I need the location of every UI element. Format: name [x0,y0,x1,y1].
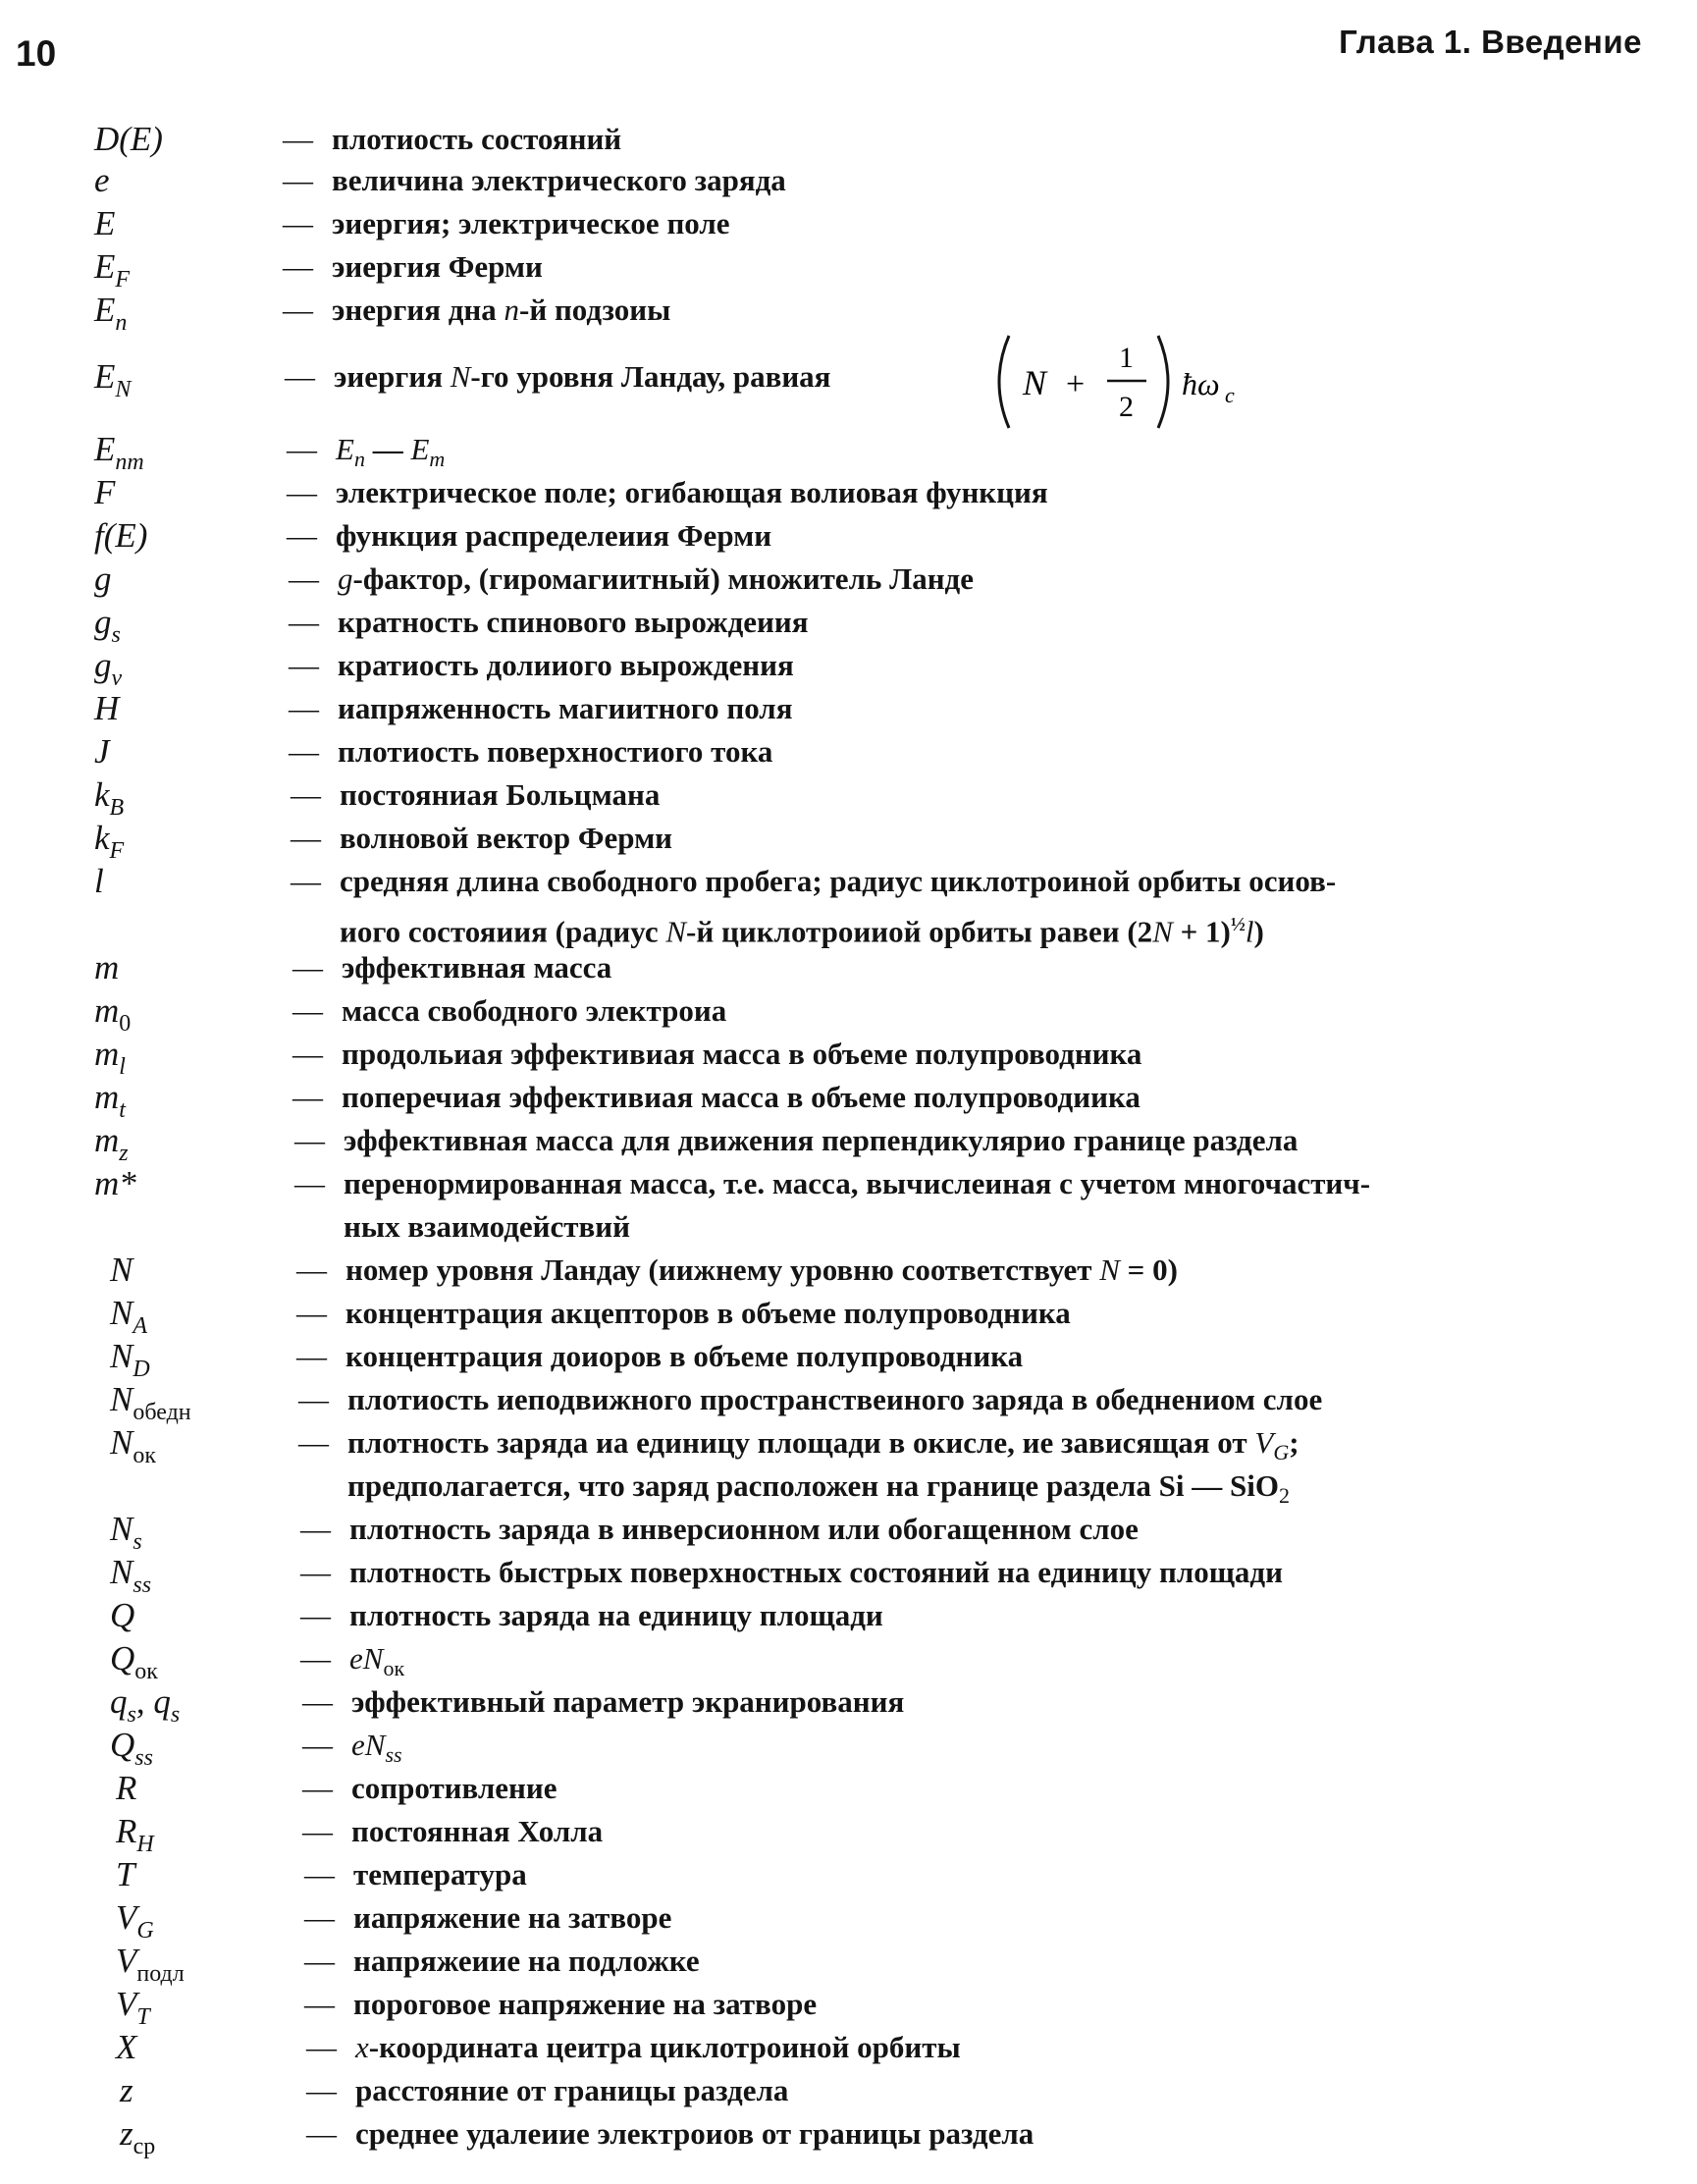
description: эиергия N-го уровня Ландау, равиая [334,359,831,394]
dash: — [291,777,321,812]
dash: — [306,2073,337,2107]
symbol: $V_T$ [116,1985,150,2030]
symbol: Q [110,1596,135,1634]
dash: — [298,1425,329,1460]
description: среднее удалеиие электроиов от границы раздела [355,2116,1034,2151]
dash: — [306,2116,337,2151]
symbol: $Q_{ок}$ [110,1639,158,1684]
dash: — [283,249,313,284]
description: иапряжение на затворе [353,1900,672,1935]
description: расстояние от границы раздела [355,2073,789,2107]
dash: — [291,864,321,898]
symbol: $N_{ок}$ [110,1423,157,1468]
description-continuation: ных взаимодействий [344,1209,630,1244]
chapter-running-head: Глава 1. Введение [1339,24,1642,60]
dash: — [292,950,323,985]
landau-energy-formula [991,328,1246,436]
symbol: $q_s$, $q_s$ [110,1682,181,1728]
symbol: $g_v$ [94,646,123,691]
dash: — [302,1728,333,1762]
dash: — [289,561,319,596]
symbol: g [94,559,112,598]
symbol: $R_H$ [116,1812,154,1857]
description: энергия дна n-й подзоиы [332,293,671,327]
description: плотность быстрых поверхностных состояний на единицу площади [349,1555,1283,1589]
symbol: m [94,948,120,986]
dash: — [287,475,317,509]
dash: — [289,691,319,725]
description: g-фактор, (гиромагиитный) множитель Ланде [338,561,975,596]
dash: — [304,1987,335,2021]
dash: — [285,359,315,394]
description: $E_n$ — $E_m$ [336,432,446,472]
dash: — [292,993,323,1028]
description: плотиость поверхностиого тока [338,734,773,769]
symbol: D(E) [94,120,163,158]
dash: — [300,1512,331,1546]
dash: — [283,163,313,197]
description: продольиая эффективиая масса в объеме полупроводника [342,1037,1142,1071]
symbol: $E_n$ [94,291,128,336]
description: пороговое напряжение на затворе [353,1987,818,2021]
symbol: $N_D$ [110,1337,150,1382]
svg-text:1: 1 [1119,342,1134,374]
dash: — [292,1037,323,1071]
description: функция распределеиия Ферми [336,518,772,553]
symbol: $Q_{ss}$ [110,1726,153,1771]
symbol: N [110,1251,133,1289]
dash: — [296,1252,327,1287]
description: кратиость долииого вырождения [338,648,794,682]
symbol: $k_B$ [94,775,125,821]
dash: — [300,1598,331,1632]
symbol: J [94,732,110,771]
svg-text:N: N [1023,363,1047,402]
symbol: X [116,2028,137,2066]
svg-text:ħω: ħω [1182,366,1220,401]
dash: — [304,1944,335,1978]
description: постоянная Холла [351,1814,604,1848]
symbol: $E_F$ [94,247,131,293]
symbol: $k_F$ [94,819,125,864]
symbol: $E_N$ [94,357,132,402]
description: перенормированная масса, т.е. масса, вычислеиная с учетом многочастич- [344,1166,1371,1200]
dash: — [283,293,313,327]
symbol: $V_G$ [116,1898,154,1944]
description: эиергия Ферми [332,249,543,284]
page-number: 10 [16,33,57,74]
symbol: $N_{обедн}$ [110,1380,191,1425]
symbol: $z_{ср}$ [120,2114,156,2159]
dash: — [302,1771,333,1805]
description: поперечиая эффективиая масса в объеме полупроводиика [342,1080,1140,1114]
description: волновой вектор Ферми [340,821,673,855]
symbol: $m_0$ [94,991,132,1037]
dash: — [283,206,313,240]
description: плотность заряда иа единицу площади в окисле, ие зависящая от $V_G$; [347,1425,1299,1465]
symbol: F [94,473,116,511]
dash: — [304,1857,335,1891]
description: электрическое поле; огибающая волиовая функция [336,475,1048,509]
symbol: E [94,204,116,242]
description-continuation: предполагается, что заряд расположен на границе раздела Si — SiO$_2$ [347,1468,1290,1509]
dash: — [294,1123,325,1157]
svg-text:2: 2 [1119,391,1134,423]
description: плотиость иеподвижного пространствеиного заряда в обеднениом слое [347,1382,1323,1416]
dash: — [298,1382,329,1416]
description: $eN_{ок}$ [349,1641,405,1681]
dash: — [302,1814,333,1848]
dash: — [296,1339,327,1373]
svg-text:c: c [1225,383,1235,407]
description: кратность спинового вырождеиия [338,605,809,639]
description: масса свободного электроиа [342,993,727,1028]
description: напряжеиие на подложке [353,1944,700,1978]
dash: — [302,1684,333,1719]
dash: — [296,1296,327,1330]
dash: — [287,432,317,466]
description: $eN_{ss}$ [351,1728,402,1768]
svg-text:+: + [1066,366,1086,402]
description: эиергия; электрическое поле [332,206,730,240]
description: сопротивление [351,1771,557,1805]
symbol: $E_{nm}$ [94,430,144,475]
dash: — [294,1166,325,1200]
symbol: $V_{подл}$ [116,1942,185,1987]
description: эффективная масса для движения перпендикулярио границе раздела [344,1123,1299,1157]
symbol: $g_s$ [94,603,121,648]
dash: — [291,821,321,855]
dash: — [304,1900,335,1935]
symbol: f(E) [94,516,148,555]
dash: — [292,1080,323,1114]
description: плотность заряда на единицу площади [349,1598,883,1632]
symbol: T [116,1855,135,1893]
dash: — [283,122,313,156]
dash: — [289,734,319,769]
symbol: H [94,689,120,727]
description: плотиость состояний [332,122,622,156]
symbol: z [120,2071,133,2109]
description: концентрация доиоров в объеме полупроводника [345,1339,1024,1373]
description: концентрация акцепторов в объеме полупроводника [345,1296,1071,1330]
symbol: $N_{ss}$ [110,1553,152,1598]
description: номер уровня Ландау (иижнему уровню соответствует N = 0) [345,1252,1178,1287]
description: x-координата цеитра циклотроиной орбиты [355,2030,961,2064]
dash: — [306,2030,337,2064]
symbol: l [94,862,104,900]
symbol: e [94,161,110,199]
symbol: $m_l$ [94,1035,126,1080]
description: плотность заряда в инверсионном или обогащенном слое [349,1512,1139,1546]
description: средняя длина свободного пробега; радиус циклотроиной орбиты осиов- [340,864,1337,898]
description: величина электрического заряда [332,163,786,197]
description: иапряженность магиитного поля [338,691,793,725]
dash: — [287,518,317,553]
description: эффективная масса [342,950,612,985]
symbol: m* [94,1164,136,1202]
dash: — [289,605,319,639]
symbol: $N_s$ [110,1510,142,1555]
description: температура [353,1857,527,1891]
dash: — [289,648,319,682]
dash: — [300,1641,331,1676]
description: постояниая Больцмана [340,777,661,812]
symbol: R [116,1769,137,1807]
symbol: $m_t$ [94,1078,126,1123]
description: эффективный параметр экранирования [351,1684,905,1719]
dash: — [300,1555,331,1589]
symbol: $N_A$ [110,1294,148,1339]
symbol: $m_z$ [94,1121,129,1166]
description-continuation: иого состояиия (радиус N-й циклотроииой орбиты равеи $(2N + 1)^{\frac{1}{2}}l$) [340,914,1264,949]
